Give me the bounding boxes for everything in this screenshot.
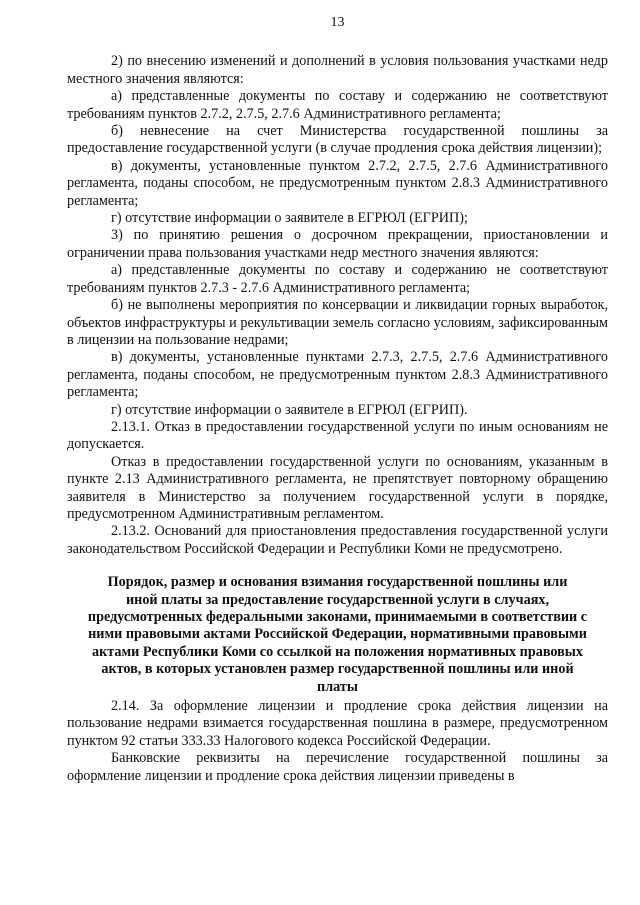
paragraph: а) представленные документы по составу и содержанию не соответствуют требованиям пунктов 2.7.3 - 2.7.6 Административного регламента; bbox=[67, 262, 608, 296]
paragraph: в) документы, установленные пунктами 2.7.3, 2.7.5, 2.7.6 Административного регламента, поданы способом, не предусмотренным пунктом 2.8.3 Административного регламента; bbox=[67, 349, 608, 401]
paragraph: б) невнесение на счет Министерства государственной пошлины за предоставление государственной услуги (в случае продления срока действия лицензии); bbox=[67, 123, 608, 157]
section-heading-line: актами Республики Коми со ссылкой на положения нормативных правовых bbox=[92, 643, 583, 660]
paragraph: в) документы, установленные пунктом 2.7.2, 2.7.5, 2.7.6 Административного регламента, поданы способом, не предусмотренным пунктом 2.8.3 Административного регламента; bbox=[67, 157, 608, 209]
paragraph: Банковские реквизиты на перечисление государственной пошлины за оформление лицензии и продление срока действия лицензии приведены в bbox=[67, 750, 608, 784]
paragraph: 2.13.1. Отказ в предоставлении государственной услуги по иным основаниям не допускается. bbox=[67, 418, 608, 453]
section-heading bbox=[67, 574, 608, 696]
paragraph: 2) по внесению изменений и дополнений в условия пользования участками недр местного значения являются: bbox=[67, 53, 608, 87]
section-heading-line: актов, в которых установлен размер государственной пошлины или иной bbox=[101, 661, 574, 678]
paragraph: 3) по принятию решения о досрочном прекращении, приостановлении и ограничении права пользования участками недр местного значения являются: bbox=[67, 227, 608, 261]
section-heading-line: иной платы за предоставление государственной услуги в случаях, bbox=[125, 591, 550, 608]
paragraph: г) отсутствие информации о заявителе в ЕГРЮЛ (ЕГРИП); bbox=[111, 210, 468, 227]
section-heading-line: платы bbox=[317, 678, 358, 695]
section-heading-line: ними правовыми актами Российской Федерации, нормативными правовыми bbox=[88, 626, 587, 643]
paragraph: 2.13.2. Оснований для приостановления предоставления государственной услуги законодательством Российской Федерации и Республики Коми не предусмотрено. bbox=[67, 523, 608, 557]
paragraph: г) отсутствие информации о заявителе в ЕГРЮЛ (ЕГРИП). bbox=[111, 401, 468, 418]
paragraph: Отказ в предоставлении государственной услуги по основаниям, указанным в пункте 2.13 Административного регламента, не препятствует повторному обращению заявителя в Министерство за получением государственной услуги в порядке, предусмотренном Административным регламентом. bbox=[67, 453, 608, 522]
section-heading-line: предусмотренных федеральными законами, принимаемыми в соответствии с bbox=[87, 609, 588, 625]
paragraph: б) не выполнены мероприятия по консервации и ликвидации горных выработок, объектов инфраструктуры и рекультивации земель согласно условиям, зафиксированным в лицензии на пользование недрами; bbox=[67, 297, 608, 348]
paragraph: 2.14. За оформление лицензии и продление срока действия лицензии на пользование недрами взимается государственная пошлина в размере, предусмотренном пунктом 92 статьи 333.33 Налогового кодекса Российской Федерации. bbox=[67, 698, 608, 749]
section-heading-line: Порядок, размер и основания взимания государственной пошлины или bbox=[107, 574, 568, 591]
paragraph: а) представленные документы по составу и содержанию не соответствуют требованиям пунктов 2.7.2, 2.7.5, 2.7.6 Административного регламента; bbox=[67, 88, 608, 122]
page-number: 13 bbox=[330, 15, 345, 30]
